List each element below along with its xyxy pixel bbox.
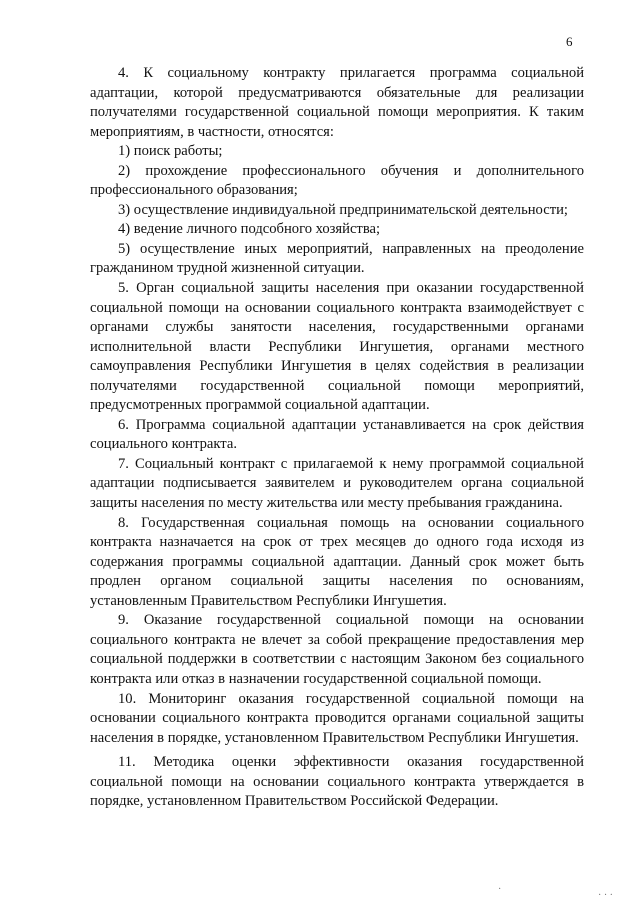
list-item-2: 2) прохождение профессионального обучения и дополнительного профессионального образования;: [90, 162, 584, 199]
scan-speck: · · ·: [598, 890, 613, 901]
list-item-1: 1) поиск работы;: [118, 143, 223, 160]
list-item-4: 4) ведение личного подсобного хозяйства;: [118, 221, 381, 238]
paragraph-9: 9. Оказание государственной социальной помощи на основании социального контракта не влечет за собой прекращение предоставления мер социальной поддержки в соответствии с настоящим Законом без социального контракта или отказ в назначении государственной социальной помощи.: [90, 612, 584, 687]
paragraph-10: 10. Мониторинг оказания государственной социальной помощи на основании социального контракта проводится органами социальной защиты населения в порядке, установленном Правительством Республики Ингушетия.: [90, 690, 584, 746]
paragraph-6: 6. Программа социальной адаптации устанавливается на срок действия социального контракта.: [90, 416, 584, 453]
list-item-5: 5) осуществление иных мероприятий, направленных на преодоление гражданином трудной жизненной ситуации.: [90, 240, 584, 277]
paragraph-8: 8. Государственная социальная помощь на основании социального контракта назначается на срок от трех месяцев до одного года исходя из содержания программы социальной адаптации. Данный срок может быть продлен органом социальной защиты населения по основаниям, установленным Правительством Республики Ингушетия.: [90, 514, 584, 609]
page-number: 6: [566, 34, 573, 49]
paragraph-4: 4. К социальному контракту прилагается программа социальной адаптации, которой предусматриваются обязательные для реализации получателями государственной социальной помощи мероприятия. К таким мероприятиям, в частности, относятся:: [90, 65, 584, 140]
paragraph-5: 5. Орган социальной защиты населения при оказании государственной социальной помощи на основании социального контракта взаимодействует с органами службы занятости населения, государственными органами исполнительной власти Республики Ингушетия, органами местного самоуправления Республики Ингушетия в целях содействия в реализации получателями государственной социальной помощи мероприятий, предусмотренных программой социальной адаптации.: [90, 280, 584, 414]
document-body: [90, 64, 584, 812]
list-item-3: 3) осуществление индивидуальной предпринимательской деятельности;: [118, 201, 568, 218]
paragraph-7: 7. Социальный контракт с прилагаемой к нему программой социальной адаптации подписывается заявителем и руководителем органа социальной защиты населения по месту жительства или месту пребывания гражданина.: [90, 455, 584, 512]
scan-speck: ·: [498, 884, 502, 895]
paragraph-11: 11. Методика оценки эффективности оказания государственной социальной помощи на основании социального контракта утверждается в порядке, установленном Правительством Российской Федерации.: [90, 754, 584, 810]
